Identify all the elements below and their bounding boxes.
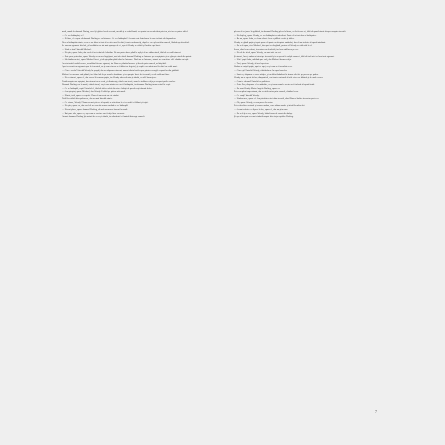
paragraph: — Ce se întâmplă, copii? întrebă el, fără să ridice ochii din ziar. Arătaţi de parcă n-aţi dormit deloc.	[62, 87, 153, 90]
paragraph: — Eu sunt Wendy Moira Angela Darling, spuse ea.	[234, 87, 281, 90]
paragraph: — Ce visase, Wendy? Nana nu mai ştia ce să spună; se uita doar la ei cu ochii ei blânzi şi trişti.	[62, 101, 149, 104]
paragraph: Şi aşa a început cea mai ciudată noapte din viaţa copiilor Darling.	[234, 116, 294, 119]
paragraph: plecau să se joace în grădină, iar domnul Darling pleca la birou, ca în fiecare zi, fără să spună nimic despre noaptea trecută.	[234, 31, 346, 33]
paragraph: — Ce cauţi? întrebă Wendy.	[234, 94, 260, 97]
paragraph: — Ba nu, spuse John, eu l-am văzut. Avea o pălărie verde şi râdea.	[234, 38, 295, 41]
paragraph: — Cine e acolo? întrebă Wendy în şoaptă, dar nu răspunse nimeni; numai vântul sufla uşor printre crengile copacilor din grădină.	[62, 70, 180, 73]
paragraph: — Nimic, tată, spuse ea repede. Doar că am avut un vis ciudat.	[62, 94, 119, 97]
paragraph: Peter deschise sertarul şi scoase umbra, care atârna moale şi tristă în mâna lui.	[234, 105, 305, 108]
paragraph: — Eu o să spun, zise Michael, dar apoi se răzgândi, pentru că Wendy se uită urât la el.	[234, 45, 313, 48]
paragraph: mult, umaă de domnul Daring, care îşi găsise locul cuvenit, merită şi o vorbă bună; s-a purtat ca un adevărat prieten, nici nu se putea altfel.	[62, 31, 189, 33]
paragraph: Au stat astfel multă vreme, ascultând fiecare zgomot, iar Nana se plimba încoace şi încolo prin cameră, nelinişitită.	[62, 62, 167, 65]
paragraph: — Taci, spuse Wendy, să nu-l speriem.	[234, 62, 270, 65]
paragraph: — Nu ştiu, spuse ea, dar cred că ne vom da seama curând ce se întâmplă.	[62, 105, 129, 108]
paragraph: — Peter Pan, răspunse el cu mândrie, ca şi cum numele acesta ar fi trebuit să spună totul.	[234, 84, 315, 87]
paragraph: — Nu-mi place, spuse domnul Darling, să aud asemenea lucruri la masă.	[62, 109, 128, 112]
paragraph: Toată noaptea au aşteptat, dar nimeni nu a venit, şi dimineaţa, când s-au trezit, soarele strălucea deja pe acoperişurile caselor.	[62, 80, 176, 83]
paragraph: — Uite! şopti John, arătând spre colţ, dar Michael dormea deja.	[234, 59, 292, 62]
paragraph: — Sunt eu, răspunse o voce subţire, şi un băiat îmbrăcat în frunze sări de pe pervaz pe podea.	[234, 73, 319, 76]
paragraph: — Am aşteptat, spuse Michael, dar Wendy îl călcă pe picior sub masă.	[62, 91, 126, 94]
page-number: 7	[375, 409, 377, 414]
paragraph: — Unde a fost? întrebă Michael.	[62, 48, 92, 51]
paragraph: — Cum te cheamă? întrebă ea politicos.	[234, 80, 271, 83]
paragraph: — Nu înţeleg, spuse Wendy, ce s-a întâmplat cu adevărat. Poate că a fost doar o închipuire.	[234, 34, 317, 37]
paragraph: — Nu vă fie frică, spuse Wendy, eu sunt aici cu voi.	[234, 52, 282, 55]
paragraph: — Ce s-a întâmplat, ce?	[62, 34, 84, 37]
paragraph: Umbra se mişcă puţin, apoi se opri, ca şi cum ar fi ascultat ceva.	[234, 66, 293, 69]
paragraph: Michael se ascunse sub pătură, iar John luă de pe masă o lumânare şi se apropie încet de fereastră, ca să vadă mai bine.	[62, 73, 170, 76]
paragraph: Şi atunci, încet, umbra a intrat pe fereastră şi s-a aşezat în colţul camerei, fără să facă nici cel mai mic zgomot.	[234, 55, 335, 58]
paragraph: — Ei bine, el a spus că domnul Darling se va întoarce. Ce s-a întâmplat? Aceasta este întrebarea la care trebuie să răspundem.	[62, 38, 177, 41]
paragraph: — Umbra mea, spuse el. Am pierdut-o aici data trecută, când Nana a închis fereastra peste ea.	[234, 98, 320, 101]
paragraph: — Îmi pare rău, spuse ea, aşa cum se cuvine unei fetiţe bine crescute.	[62, 112, 125, 115]
paragraph: — Nu e nimeni, spuse el, dar vocea îi tremura puţin, iar Wendy observă asta şi zâmbi, ca să-l încurajeze.	[62, 77, 157, 80]
left-text-column	[57, 31, 237, 120]
paragraph: Apoi s-a auzit un zgomot uşor la fereastră, ca şi cum cineva ar fi bătut cu degetul, şi copiii s-au uitat unul la altul cu ochii mari.	[62, 66, 178, 69]
paragraph: Nu s-a întâmplat nimic; ceea ce au făcut a fost să se uite unul la altul, foarte nedumeriţi, după ce ea a plecat din cameră, lăsând uşa deschisă.	[62, 41, 190, 44]
paragraph: Atunci doamna Darling îşi aminti de ceva şi zâmbi, iar zâmbetul ei lumină întreaga cameră.	[62, 116, 145, 119]
paragraph: — Cine eşti? întrebă Wendy, ridicându-se în capul oaselor.	[234, 70, 288, 73]
paragraph: — Să rămânem aici, spuse Michael încet, şi să aşteptăm până când se întoarce. Dacă nu se întoarce, atunci ne vom duce să-l căutăm cu toţii.	[62, 59, 189, 62]
paragraph: — Eu o să ţi-o cos, spuse Wendy, luând trusa de cusut din dulap.	[234, 112, 293, 115]
paragraph: — Oh, spuse Wendy, eu am pus-o în sertar.	[234, 101, 273, 104]
paragraph: Domnul Darling era la masă, citind ziarul, ca şi cum nimic nu s-ar fi întâmplat, iar doamna Darling turna ceaiul în ceşti.	[62, 84, 171, 87]
paragraph: — Acum trebuie s-o lipesc la loc, spuse el, dar nu ştiu cum.	[234, 109, 288, 112]
paragraph: Se auzeau zgomote din hol, şi bucătăria era tot mai aproape de ei, aşa că Wendy se ridică şi închise uşa încet.	[62, 45, 161, 48]
paragraph: Wendy nu se sperie deloc; dimpotrivă, era foarte curioasă să afle cine era băiatul şi de unde venea.	[234, 77, 324, 80]
paragraph: Wendy se gândi puţin şi apoi spuse că poate au dreptate amândoi, dar că nu trebuie să spună nimănui.	[234, 41, 326, 44]
paragraph: Seara, când s-au culcat, fereastra era deschisă, iar luna strălucea pe cer.	[234, 48, 299, 51]
paragraph: — Este prea periculos, spuse Wendy cu un aer îngrijorat, mai ales dacă domnul Darling se întoarce pe neaşteptate şi ne găseşte afară din paturi.	[62, 55, 192, 58]
paragraph: Peter nu păru impresionat, dar se uită curios prin cameră, căutând ceva.	[234, 91, 299, 94]
paragraph: — Nu ştiu, spuse John, dar cred că ar trebui să-l căutăm. Ne-am putea duce până la uşă şi să ne uităm afară, fără să ne vadă nimeni.	[62, 52, 182, 55]
paragraph: Tatăl lor ridică din sprâncene, dar nu mai întrebă nimic.	[62, 98, 113, 101]
right-text-column	[229, 31, 409, 120]
